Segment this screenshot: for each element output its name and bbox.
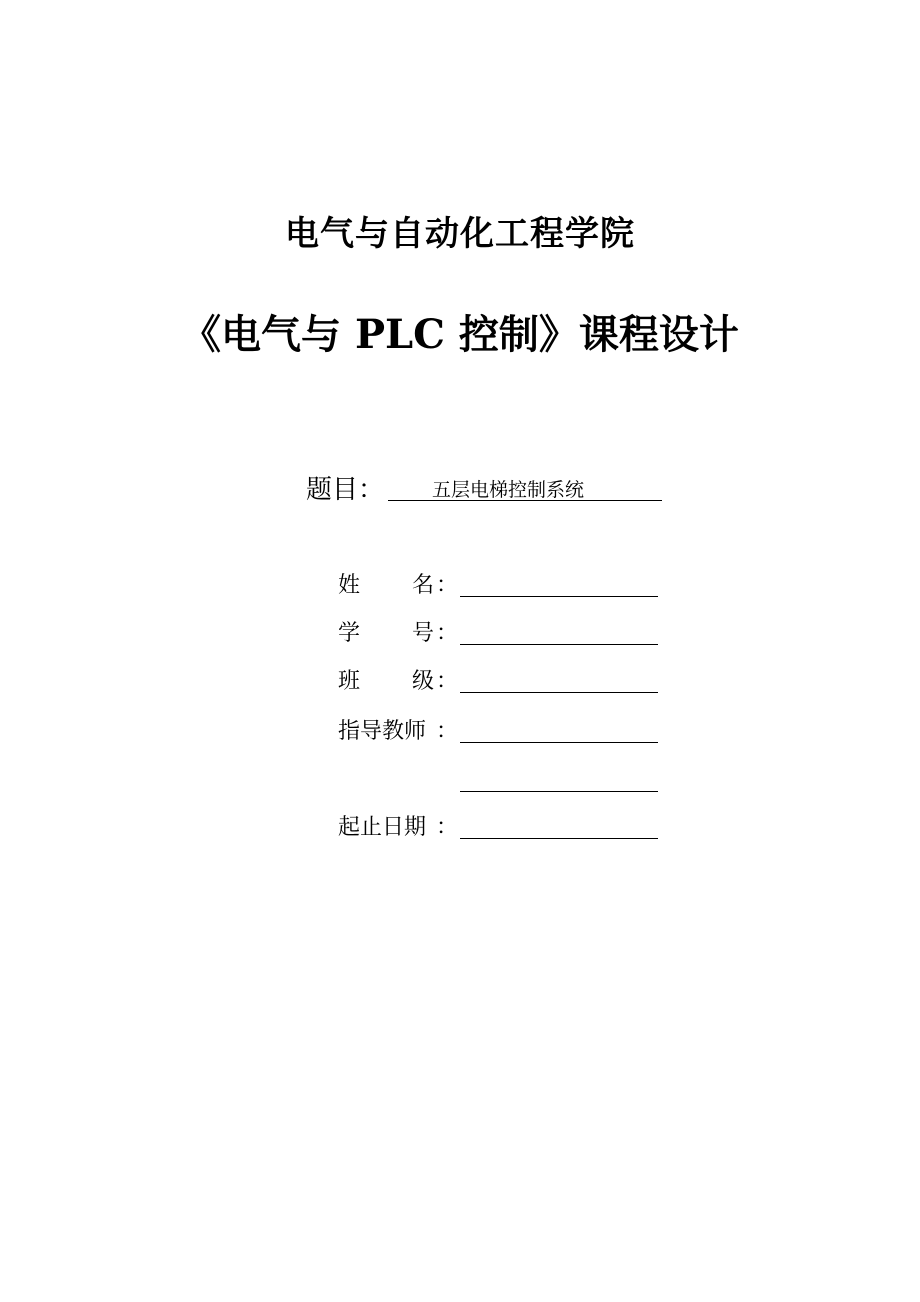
student-id-input-line xyxy=(460,644,658,645)
name-colon: ： xyxy=(436,573,459,598)
advisor-input-line xyxy=(460,742,658,743)
class-input-line xyxy=(460,692,658,693)
advisor-colon: ： xyxy=(436,719,459,744)
dates-input-line xyxy=(460,838,658,839)
class-label-char1: 班 xyxy=(338,669,361,694)
dates-label: 起止日期 xyxy=(338,815,427,840)
advisor-input-line-2 xyxy=(460,791,658,792)
name-input-line xyxy=(460,596,658,597)
advisor-label: 指导教师 xyxy=(338,719,427,744)
dates-colon: ： xyxy=(436,815,459,840)
name-label-char1: 姓 xyxy=(338,573,361,598)
student-id-colon: ： xyxy=(436,621,459,646)
student-id-label-char1: 学 xyxy=(338,621,361,646)
topic-value: 五层电梯控制系统 xyxy=(432,479,585,501)
class-colon: ： xyxy=(436,669,459,694)
class-label-char2: 级 xyxy=(412,669,435,694)
college-name: 电气与自动化工程学院 xyxy=(285,214,635,254)
topic-label: 题目： xyxy=(306,475,385,505)
student-id-label-char2: 号 xyxy=(412,621,435,646)
course-title: 《电气与 PLC 控制》课程设计 xyxy=(181,311,739,358)
topic-field xyxy=(388,470,662,501)
name-label-char2: 名 xyxy=(412,573,435,598)
